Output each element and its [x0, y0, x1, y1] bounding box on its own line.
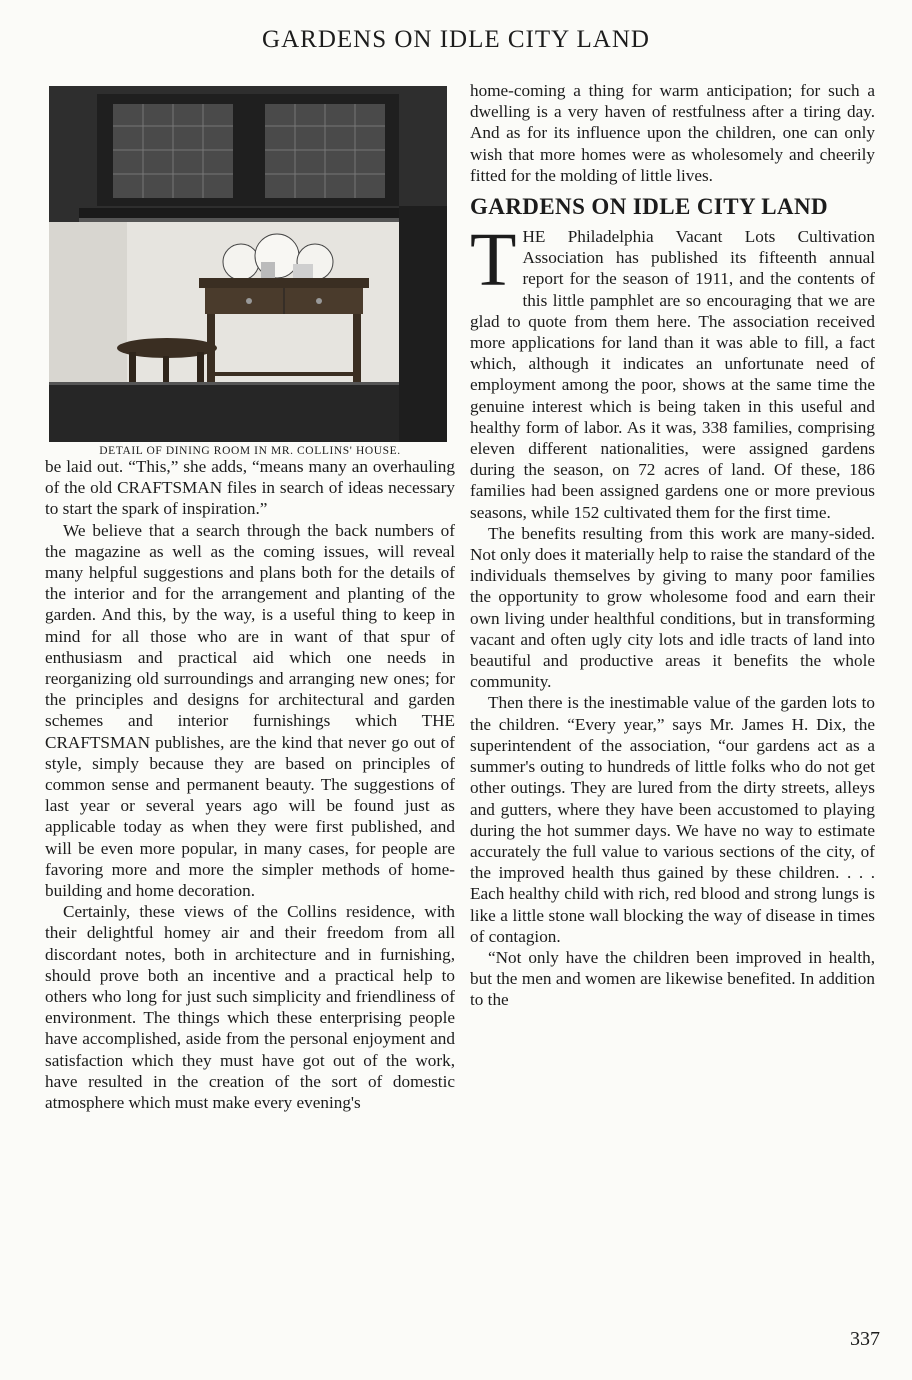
paragraph	[470, 218, 875, 523]
page-number: 337	[850, 1328, 880, 1350]
drop-cap: T	[470, 218, 517, 303]
paragraph: We believe that a search through the back numbers of the magazine as well as the coming issues, will reveal many helpful suggestions and plans both for the details of the interior and for the arrangement and planting of the garden. And this, by the way, is a useful thing to keep in mind for all those who are in want of that spur of enthusiasm and practical aid which one needs in reorganizing old surroundings and arranging new ones; for the principles and designs for architectural and garden schemes and interior furnishings which THE CRAFTSMAN publishes, are the kind that never go out of style, simply because they are based on principles of common sense and permanent beauty. The suggestions of last year or several years ago will be found just as applicable today as when they were first published, and will be even more popular, in many cases, for people are favoring more and more the simpler methods of home-building and home decoration.	[45, 520, 455, 901]
dining-room-photo	[49, 86, 447, 442]
paragraph: “Not only have the children been improved in health, but the men and women are likewise benefited. In addition to the	[470, 947, 875, 1010]
paragraph: home-coming a thing for warm anticipation; for such a dwelling is a very haven of restfulness after a tiring day. And as for its influence upon the children, one can only wish that more homes were as wholesomely and cheerily fitted for the molding of little lives.	[470, 81, 875, 185]
photo-caption: DETAIL OF DINING ROOM IN MR. COLLINS' HOUSE.	[99, 445, 401, 457]
paragraph: Certainly, these views of the Collins residence, with their delightful homey air and their freedom from all discordant notes, both in architecture and in furnishing, should prove both an incentive and a practical help to others who long for just such simplicity and friendliness of environment. The things which these enterprising people have accomplished, aside from the personal enjoyment and satisfaction which they must have got out of the work, have resulted in the creation of the sort of domestic atmosphere which must make every evening's	[45, 902, 455, 1113]
paragraph: be laid out. “This,” she adds, “means many an overhauling of the old CRAFTSMAN files in search of ideas necessary to start the spark of inspiration.”	[45, 457, 455, 519]
paragraph-text: HE Philadelphia Vacant Lots Cultivation Association has published its fifteenth annual report for the season of 1911, and the contents of this little pamphlet are so encouraging that we are glad to quote from them here. The association received more applications for land than it was able to fill, a fact which, although it indicates an unfortunate need of employment among the poor, shows at the same time the genuine interest which is being taken in this useful and healthy form of labor. As it was, 338 families, comprising eleven different nationalities, were assigned gardens during the season, on 72 acres of land. Of these, 186 families had been assigned gardens one or more previous seasons, while 152 cultivated them for the first time.	[470, 227, 875, 522]
dining-room-illustration	[49, 86, 447, 442]
running-head: GARDENS ON IDLE CITY LAND	[262, 26, 650, 53]
paragraph: The benefits resulting from this work are many-sided. Not only does it materially help to raise the standard of the individuals themselves by giving to many poor families the opportunity to grow wholesome food and earn their own living under healthful conditions, but in transforming vacant and often ugly city lots and idle tracts of land into beautiful and productive areas it benefits the whole community.	[470, 523, 875, 692]
paragraph: Then there is the inestimable value of the garden lots to the children. “Every year,” says Mr. James H. Dix, the superintendent of the association, “our gardens act as a summer's outing to hundreds of little folks who do not get other outings. They are lured from the dirty streets, alleys and gutters, where they have been accustomed to playing during the hot summer days. We have no way to estimate accurately the full value to various sections of the city, of the improved health thus gained by these children. . . . Each healthy child with rich, red blood and strong lungs is like a little stone wall blocking the way of disease in times of contagion.	[470, 693, 875, 946]
right-column	[470, 80, 875, 1011]
left-column	[45, 456, 455, 1113]
section-heading: GARDENS ON IDLE CITY LAND	[470, 194, 829, 220]
